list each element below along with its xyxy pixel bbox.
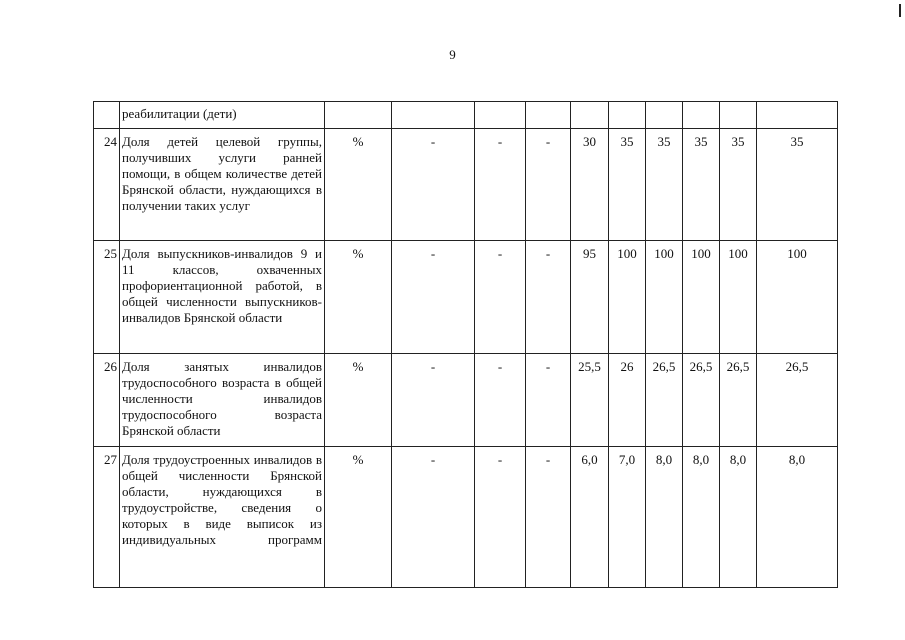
value-cell: 100 [757,241,838,354]
value-cell: - [392,447,475,588]
row-number: 25 [94,241,120,354]
indicator-name: Доля выпускников-инвалидов 9 и 11 классов, охваченных профориентационной работой, в общей численности выпускников-инвалидов Брянской области [120,241,325,354]
cell-empty [646,102,683,129]
value-cell: - [392,129,475,241]
value-cell: 100 [720,241,757,354]
value-cell: 25,5 [571,354,609,447]
table-row [94,129,838,241]
table-row-continued [94,102,838,129]
value-cell: 30 [571,129,609,241]
value-cell: - [475,241,526,354]
value-cell: 100 [683,241,720,354]
cell-empty [392,102,475,129]
value-cell: 8,0 [683,447,720,588]
page-number: 9 [449,47,456,62]
value-cell: 26,5 [683,354,720,447]
row-number: 24 [94,129,120,241]
cell-empty [571,102,609,129]
unit: % [325,447,392,588]
value-cell: - [526,241,571,354]
value-cell: 26,5 [757,354,838,447]
table-row [94,241,838,354]
value-cell: 7,0 [609,447,646,588]
value-cell: 35 [609,129,646,241]
value-cell: - [526,354,571,447]
cell-empty [325,102,392,129]
edge-mark [899,4,901,17]
cell-empty [683,102,720,129]
indicators-table [93,101,838,588]
value-cell: 8,0 [646,447,683,588]
cell-empty [757,102,838,129]
value-cell: 35 [683,129,720,241]
indicator-name: Доля занятых инвалидов трудоспособного возраста в общей численности инвалидов трудоспособного возраста Брянской области [120,354,325,447]
cell-empty [720,102,757,129]
indicator-name: реабилитации (дети) [120,102,325,129]
row-number: 26 [94,354,120,447]
value-cell: 100 [609,241,646,354]
value-cell: - [392,354,475,447]
row-number: 27 [94,447,120,588]
value-cell: 8,0 [757,447,838,588]
value-cell: - [475,129,526,241]
cell-empty [526,102,571,129]
cell-empty [609,102,646,129]
value-cell: - [526,129,571,241]
table-row [94,354,838,447]
value-cell: 35 [646,129,683,241]
value-cell: 26,5 [646,354,683,447]
unit: % [325,129,392,241]
unit: % [325,241,392,354]
value-cell: - [392,241,475,354]
value-cell: 35 [720,129,757,241]
value-cell: 35 [757,129,838,241]
value-cell: 95 [571,241,609,354]
value-cell: - [475,354,526,447]
cell-empty [475,102,526,129]
value-cell: 100 [646,241,683,354]
unit: % [325,354,392,447]
value-cell: 8,0 [720,447,757,588]
value-cell: - [526,447,571,588]
indicator-name: Доля трудоустроенных инвалидов в общей численности Брянской области, нуждающихся в трудоустройстве, сведения о которых в виде выписок из индивидуальных программ [120,447,325,588]
value-cell: - [475,447,526,588]
table-row [94,447,838,588]
value-cell: 26,5 [720,354,757,447]
value-cell: 6,0 [571,447,609,588]
row-number [94,102,120,129]
indicator-name: Доля детей целевой группы, получивших услуги ранней помощи, в общем количестве детей Брянской области, нуждающихся в получении таких услуг [120,129,325,241]
value-cell: 26 [609,354,646,447]
